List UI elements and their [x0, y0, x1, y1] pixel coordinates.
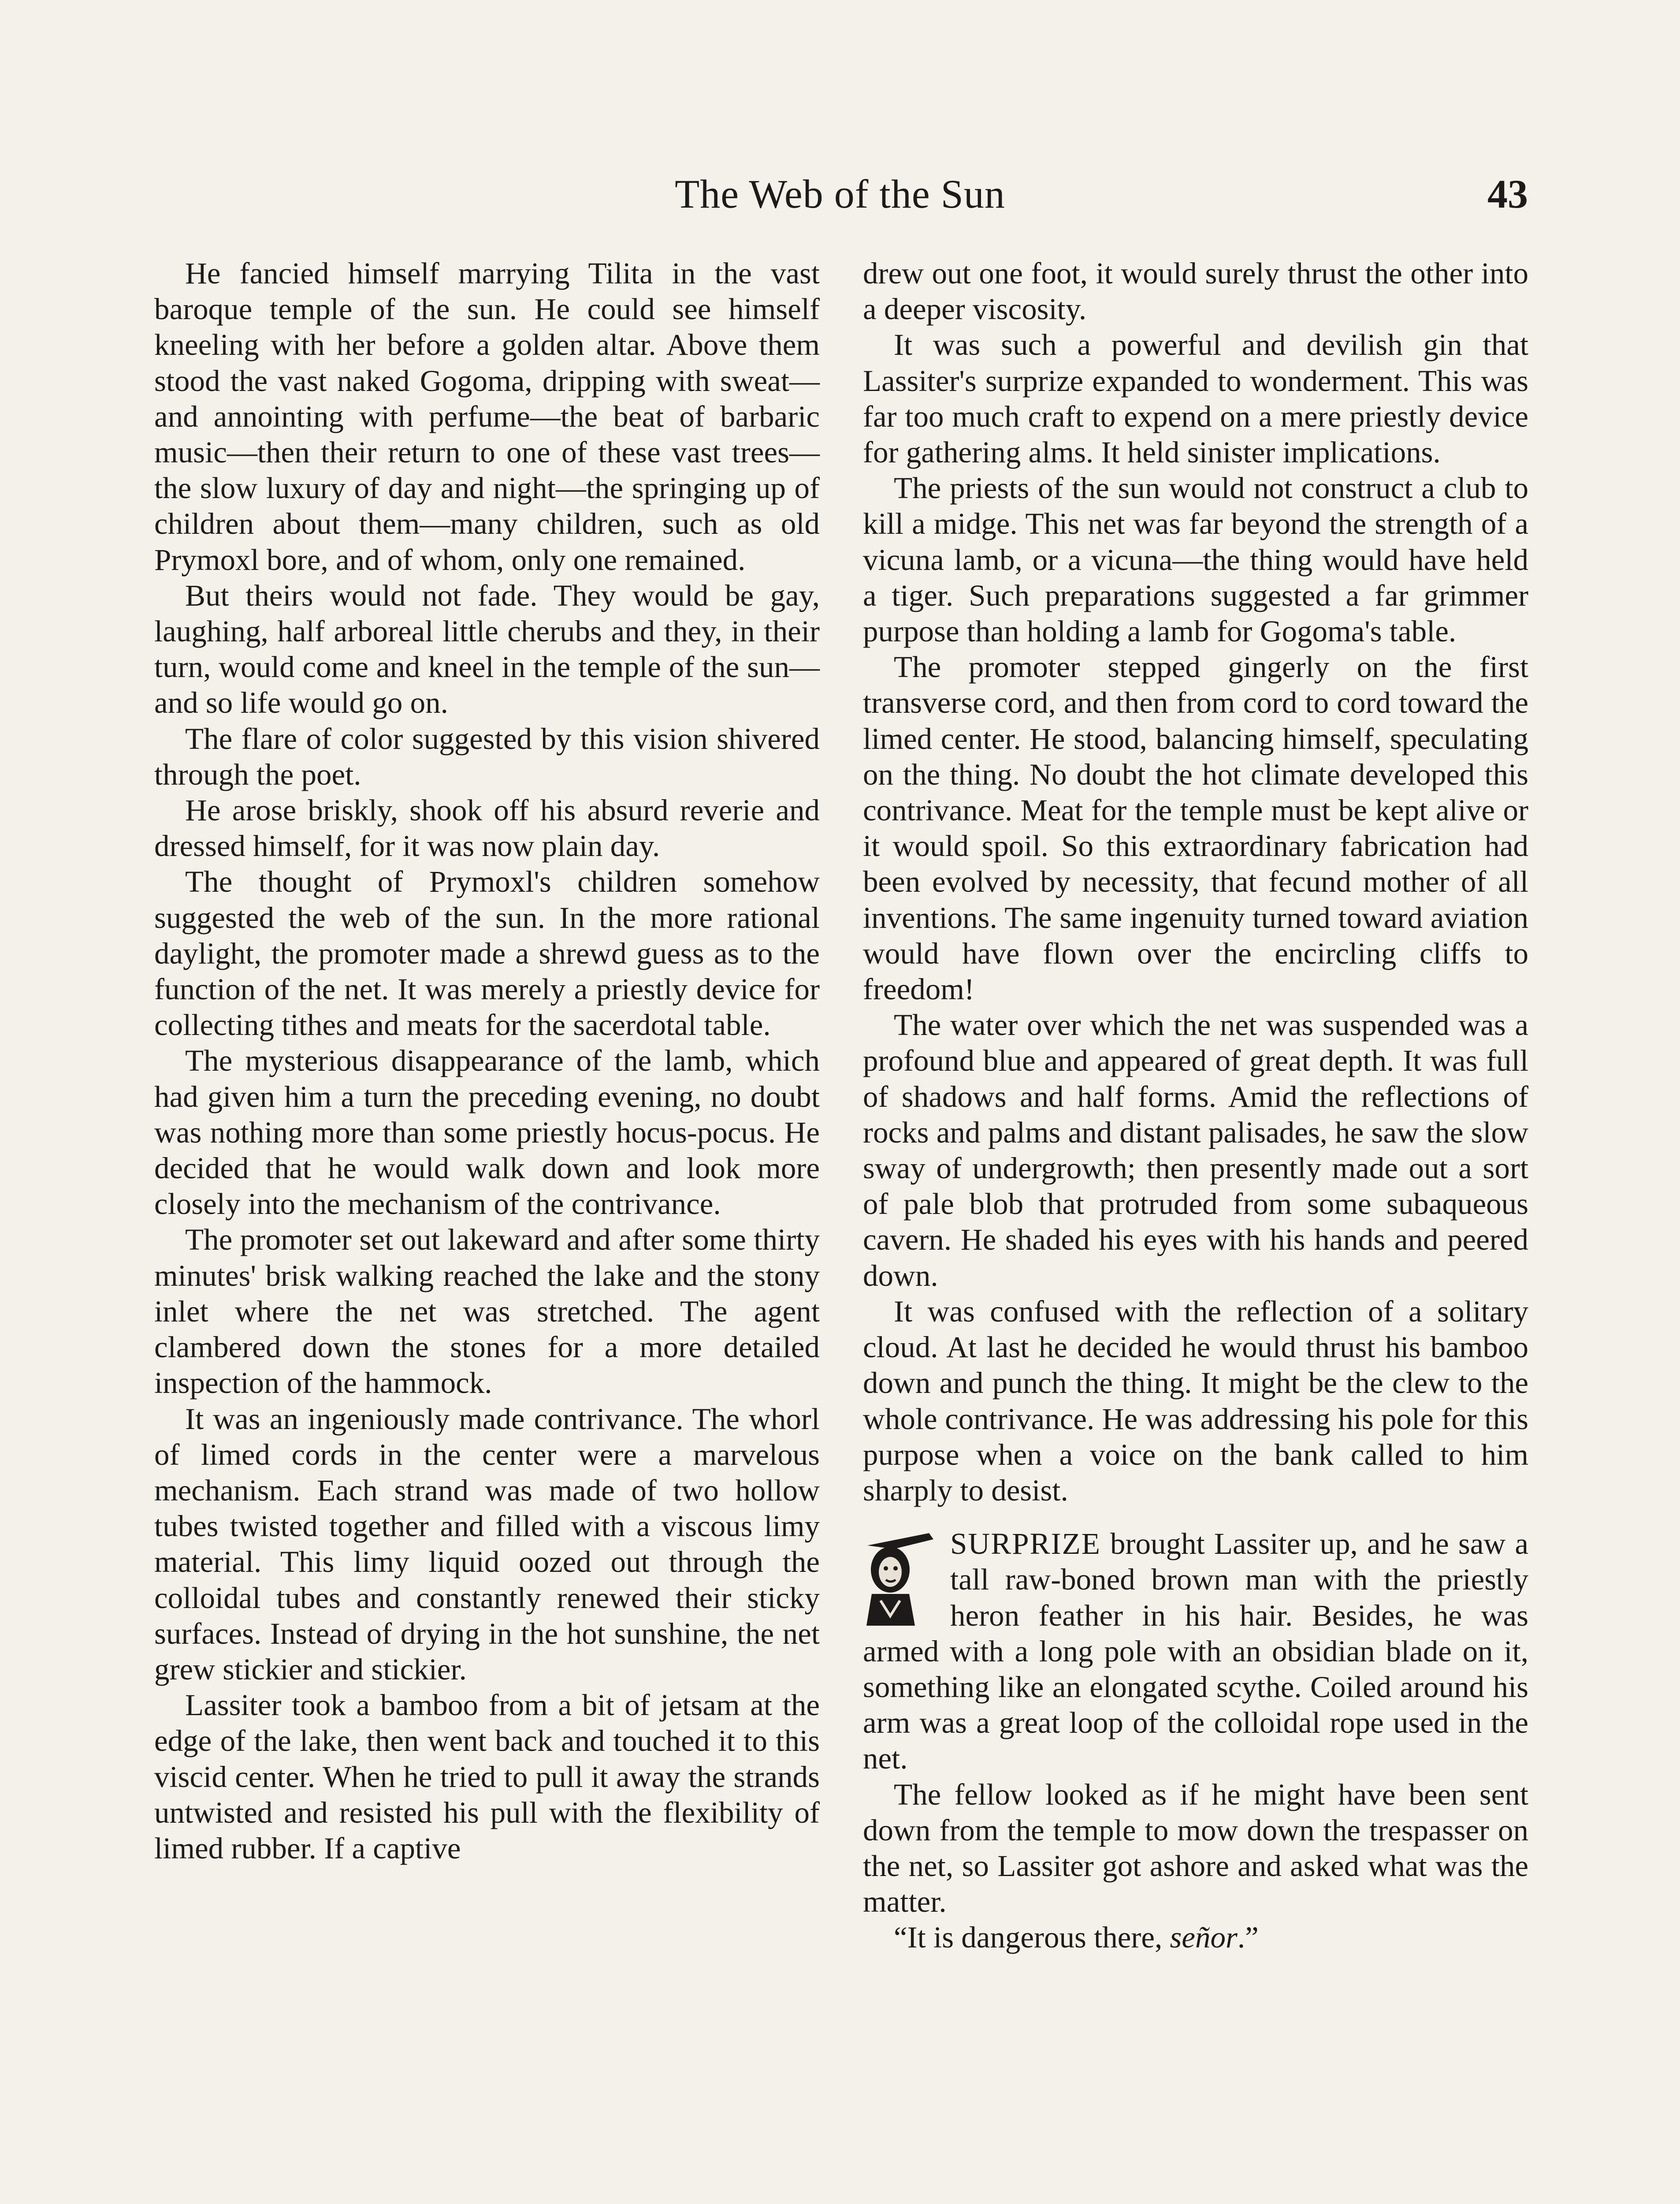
paragraph: The flare of color suggested by this vision shivered through the poet. — [154, 722, 820, 791]
paragraph-continued: drew out one foot, it would surely thrust the other into a deeper viscosity. — [863, 257, 1528, 326]
dropcap-paragraph-text: brought Lassiter up, and he saw a tall raw-boned brown man with the priestly heron feather in his hair. Besides, he was armed with a long pole with an obsidian blade on it, something like an elongated scythe. Coiled around his arm was a great loop of the colloidal rope used in the net. — [863, 1527, 1528, 1776]
dropcap-lead-word: SURPRIZE — [950, 1527, 1101, 1561]
paragraph: He arose briskly, shook off his absurd reverie and dressed himself, for it was now plain day. — [154, 793, 820, 863]
figure-with-feather-icon — [863, 1528, 938, 1627]
page-number: 43 — [1487, 171, 1528, 216]
page-header — [0, 168, 1680, 229]
paragraph: It was confused with the reflection of a solitary cloud. At last he decided he would thrust his bamboo down and punch the thing. It might be the clew to the whole contrivance. He was addressing his pole for this purpose when a voice on the bank called to him sharply to desist. — [863, 1294, 1528, 1507]
paragraph: But theirs would not fade. They would be gay, laughing, half arboreal little cherubs and they, in their turn, would come and kneel in the temple of the sun—and so life would go on. — [154, 578, 820, 720]
paragraph: The water over which the net was suspended was a profound blue and appeared of great depth. It was full of shadows and half forms. Amid the reflections of rocks and palms and distant palisades, he saw the slow sway of undergrowth; then presently made out a sort of pale blob that protruded from some subaqueous cavern. He shaded his eyes with his hands and peered down. — [863, 1008, 1529, 1292]
paragraph: The mysterious disappearance of the lamb, which had given him a turn the preceding evening, no doubt was nothing more than some priestly hocus-pocus. He decided that he would walk down and look more closely into the mechanism of the contrivance. — [154, 1044, 820, 1221]
paragraph: It was an ingeniously made contrivance. The whorl of limed cords in the center were a marvelous mechanism. Each strand was made of two hollow tubes twisted together and filled with a viscous limy material. This limy liquid oozed out through the colloidal tubes and constantly renewed their sticky surfaces. Instead of drying in the hot sunshine, the net grew stickier and stickier. — [154, 1402, 820, 1686]
paragraph: The priests of the sun would not construct a club to kill a midge. This net was far beyond the strength of a vicuna lamb, or a vicuna—the thing would have held a tiger. Such preparations suggested a far grimmer purpose than holding a lamb for Gogoma's table. — [863, 471, 1528, 648]
paragraph: He fancied himself marrying Tilita in the vast baroque temple of the sun. He could see himself kneeling with her before a golden altar. Above them stood the vast naked Gogoma, dripping with sweat—and annointing with perfume—the beat of barbaric music—then their return to one of these vast trees—the slow luxury of day and night—the springing up of children about them—many children, such as old Prymoxl bore, and of whom, only one remained. — [154, 257, 820, 577]
left-column — [154, 256, 820, 1866]
paragraph: The promoter set out lakeward and after some thirty minutes' brisk walking reached the lake and the stony inlet where the net was stretched. The agent clambered down the stones for a more detailed inspection of the hammock. — [154, 1223, 820, 1400]
quote-emphasis: señor — [1170, 1921, 1238, 1955]
closing-quote — [863, 1920, 1528, 1955]
quote-end: .” — [1237, 1921, 1259, 1955]
paragraph: The promoter stepped gingerly on the first transverse cord, and then from cord to cord toward the limed center. He stood, balancing himself, speculating on the thing. No doubt the hot climate developed this contrivance. Meat for the temple must be kept alive or it would spoil. So this extraordinary fabrication had been evolved by necessity, that fecund mother of all inventions. The same ingenuity turned toward aviation would have flown over the encircling cliffs to freedom! — [863, 650, 1528, 1006]
paragraph: Lassiter took a bamboo from a bit of jetsam at the edge of the lake, then went back and touched it to this viscid center. When he tried to pull it away the strands untwisted and resisted his pull with the flexibility of limed rubber. If a captive — [154, 1688, 820, 1865]
paragraph: It was such a powerful and devilish gin that Lassiter's surprize expanded to wonderment. This was far too much craft to expend on a mere priestly device for gathering alms. It held sinister implications. — [863, 328, 1528, 469]
dropcap-paragraph — [863, 1526, 1528, 1776]
paragraph: The fellow looked as if he might have been sent down from the temple to mow down the trespasser on the net, so Lassiter got ashore and asked what was the matter. — [863, 1777, 1528, 1919]
quote-text: “It is dangerous there, — [894, 1921, 1170, 1955]
running-title: The Web of the Sun — [675, 171, 1005, 216]
right-column — [863, 256, 1528, 1956]
paragraph: The thought of Prymoxl's children somehow suggested the web of the sun. In the more rational daylight, the promoter made a shrewd guess as to the function of the net. It was merely a priestly device for collecting tithes and meats for the sacerdotal table. — [154, 865, 820, 1042]
